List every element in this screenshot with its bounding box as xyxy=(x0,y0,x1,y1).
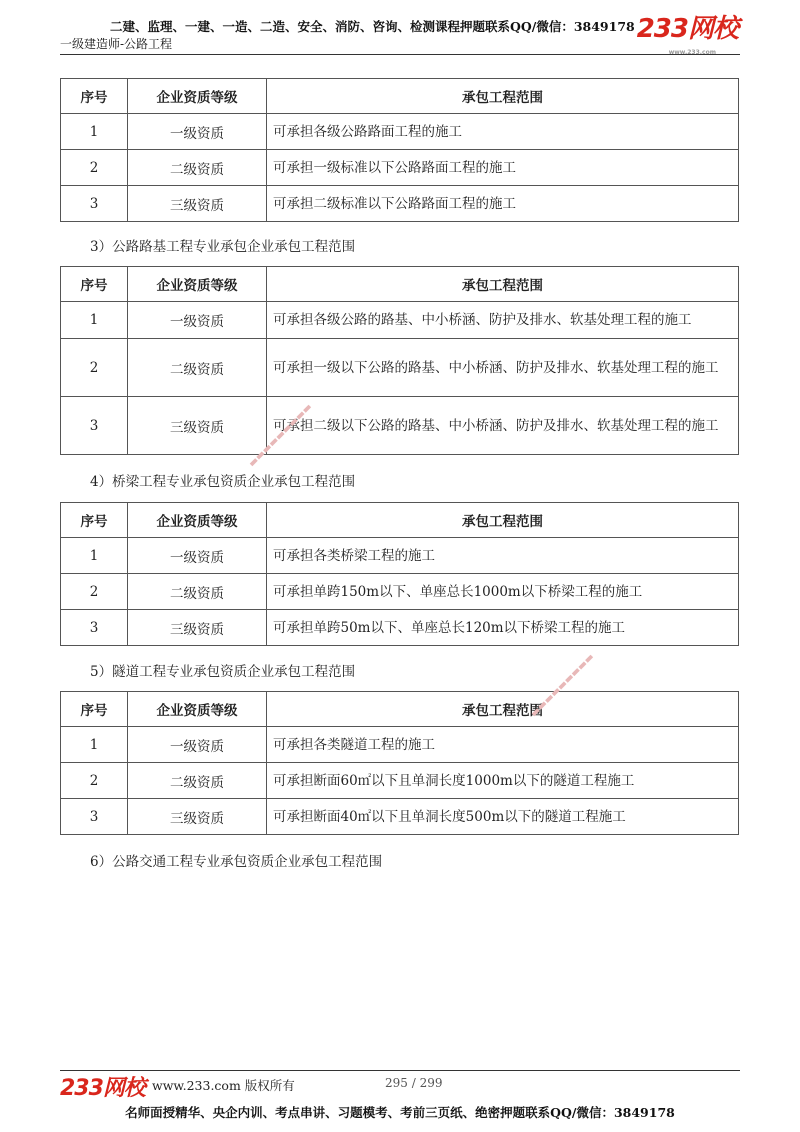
cell-scope: 可承担断面40㎡以下且单洞长度500m以下的隧道工程施工 xyxy=(267,799,739,835)
cell-grade: 一级资质 xyxy=(128,302,267,339)
cell-grade: 二级资质 xyxy=(128,574,267,610)
col-header-grade: 企业资质等级 xyxy=(128,503,267,538)
cell-no: 3 xyxy=(61,397,128,455)
cell-no: 3 xyxy=(61,799,128,835)
table-row xyxy=(61,339,739,397)
cell-scope: 可承担一级以下公路的路基、中小桥涵、防护及排水、软基处理工程的施工 xyxy=(267,339,739,397)
watermark-mark: ▬▬▬▬▬▬▬▬▬ xyxy=(246,401,315,470)
col-header-no: 序号 xyxy=(61,692,128,727)
watermark-mark: ▬▬▬▬▬▬▬▬▬ xyxy=(528,651,597,720)
table-row xyxy=(61,574,739,610)
brand-logo-text: 233网校 xyxy=(636,14,738,44)
cell-scope: 可承担二级以下公路的路基、中小桥涵、防护及排水、软基处理工程的施工 xyxy=(267,397,739,455)
cell-scope: 可承担各级公路路面工程的施工 xyxy=(267,114,739,150)
cell-scope: 可承担各类桥梁工程的施工 xyxy=(267,538,739,574)
section-title-tunnel: 5）隧道工程专业承包资质企业承包工程范围 xyxy=(90,664,356,680)
cell-no: 2 xyxy=(61,574,128,610)
cell-grade: 二级资质 xyxy=(128,339,267,397)
header-divider xyxy=(60,54,740,55)
table-bridge xyxy=(60,502,739,646)
table-row xyxy=(61,114,739,150)
table-row xyxy=(61,397,739,455)
col-header-no: 序号 xyxy=(61,79,128,114)
cell-grade: 一级资质 xyxy=(128,727,267,763)
table-subgrade xyxy=(60,266,739,455)
table-row xyxy=(61,302,739,339)
cell-no: 1 xyxy=(61,727,128,763)
table-row xyxy=(61,799,739,835)
table-pavement xyxy=(60,78,739,222)
page-number: 295 / 299 xyxy=(385,1076,443,1090)
table-header-row xyxy=(61,503,739,538)
cell-grade: 三级资质 xyxy=(128,397,267,455)
footer-logo: 233网校 xyxy=(60,1076,145,1101)
col-header-no: 序号 xyxy=(61,267,128,302)
cell-scope: 可承担单跨50m以下、单座总长120m以下桥梁工程的施工 xyxy=(267,610,739,646)
section-title-traffic: 6）公路交通工程专业承包资质企业承包工程范围 xyxy=(90,854,383,870)
table-header-row xyxy=(61,267,739,302)
col-header-no: 序号 xyxy=(61,503,128,538)
subject-title: 一级建造师-公路工程 xyxy=(60,37,173,51)
table-row xyxy=(61,186,739,222)
table-tunnel xyxy=(60,691,739,835)
cell-scope: 可承担断面60㎡以下且单洞长度1000m以下的隧道工程施工 xyxy=(267,763,739,799)
col-header-scope: 承包工程范围 xyxy=(267,503,739,538)
cell-no: 1 xyxy=(61,538,128,574)
footer-copyright: www.233.com 版权所有 xyxy=(152,1078,295,1093)
col-header-scope: 承包工程范围 xyxy=(267,267,739,302)
cell-grade: 三级资质 xyxy=(128,799,267,835)
header-ad-line: 二建、监理、一建、一造、二造、安全、消防、咨询、检测课程押题联系QQ/微信：3849178 xyxy=(110,19,635,34)
table-row xyxy=(61,538,739,574)
brand-logo-url: www.233.com xyxy=(668,49,716,56)
brand-logo xyxy=(636,14,738,56)
table-header-row xyxy=(61,79,739,114)
section-title-bridge: 4）桥梁工程专业承包资质企业承包工程范围 xyxy=(90,474,356,490)
footer-ad-line: 名师面授精华、央企内训、考点串讲、习题模考、考前三页纸、绝密押题联系QQ/微信：3849178 xyxy=(125,1105,675,1120)
table-row xyxy=(61,610,739,646)
col-header-scope: 承包工程范围 xyxy=(267,79,739,114)
table-row xyxy=(61,727,739,763)
cell-scope: 可承担单跨150m以下、单座总长1000m以下桥梁工程的施工 xyxy=(267,574,739,610)
cell-grade: 一级资质 xyxy=(128,114,267,150)
cell-no: 3 xyxy=(61,610,128,646)
cell-no: 2 xyxy=(61,339,128,397)
cell-grade: 三级资质 xyxy=(128,610,267,646)
table-row xyxy=(61,150,739,186)
cell-grade: 二级资质 xyxy=(128,150,267,186)
cell-scope: 可承担二级标准以下公路路面工程的施工 xyxy=(267,186,739,222)
section-title-subgrade: 3）公路路基工程专业承包企业承包工程范围 xyxy=(90,239,356,255)
col-header-scope: 承包工程范围 xyxy=(267,692,739,727)
col-header-grade: 企业资质等级 xyxy=(128,692,267,727)
col-header-grade: 企业资质等级 xyxy=(128,267,267,302)
cell-scope: 可承担各类隧道工程的施工 xyxy=(267,727,739,763)
cell-grade: 二级资质 xyxy=(128,763,267,799)
cell-no: 1 xyxy=(61,302,128,339)
col-header-grade: 企业资质等级 xyxy=(128,79,267,114)
cell-no: 3 xyxy=(61,186,128,222)
cell-no: 2 xyxy=(61,763,128,799)
footer-divider xyxy=(60,1070,740,1071)
cell-no: 2 xyxy=(61,150,128,186)
cell-grade: 三级资质 xyxy=(128,186,267,222)
table-header-row xyxy=(61,692,739,727)
cell-no: 1 xyxy=(61,114,128,150)
cell-scope: 可承担各级公路的路基、中小桥涵、防护及排水、软基处理工程的施工 xyxy=(267,302,739,339)
cell-scope: 可承担一级标准以下公路路面工程的施工 xyxy=(267,150,739,186)
table-row xyxy=(61,763,739,799)
cell-grade: 一级资质 xyxy=(128,538,267,574)
